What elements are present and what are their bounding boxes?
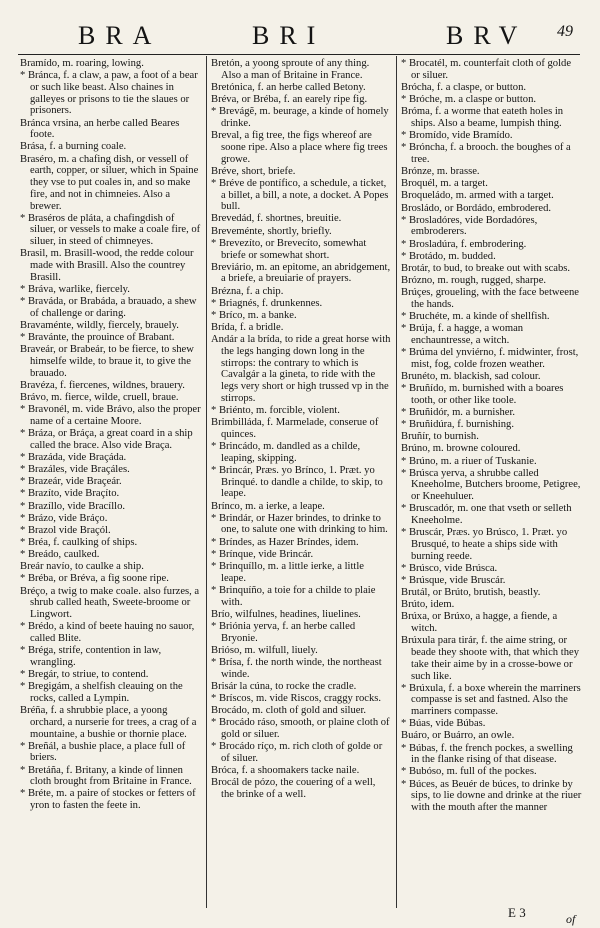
dictionary-entry: * Brúja, f. a hagge, a woman enchauntresse, a witch. xyxy=(401,323,524,346)
dictionary-entry: Bróca, f. a shoomakers tacke naile. xyxy=(211,764,360,776)
dictionary-entry: * Bréte, m. a paire of stockes or fetters of yron to fasten the feete in. xyxy=(20,788,196,812)
dictionary-entry: Breár navío, to caulke a ship. xyxy=(20,561,144,573)
dictionary-entry: Bravéza, f. fiercenes, wildnes, brauery. xyxy=(20,379,185,391)
dictionary-entry: * Búces, as Beuér de búces, to drinke by sips, to lie downe and drinke at the riuer with the mouth after the manner xyxy=(401,778,582,814)
dictionary-entry: Brosládo, or Bordádo, embrodered. xyxy=(401,202,552,214)
dictionary-entry: * Bravánte, the prouince of Brabant. xyxy=(20,332,175,344)
dictionary-entry: Braveár, or Brabeár, to be fierce, to shew himselfe wilde, to braue it, to give the brauado. xyxy=(20,344,194,379)
dictionary-entry: Bréço, a twig to make coale. also furzes, a shrub called heath, Sweete-broome or Lingwort. xyxy=(20,585,200,621)
dictionary-entry: Breveménte, shortly, briefly. xyxy=(211,225,332,237)
dictionary-entry: * Bránca, f. a claw, a paw, a foot of a bear or such like beast. Also chaines in galleyes or prisons to tie the slaues or prisoners. xyxy=(20,70,198,117)
dictionary-entry: * Brindár, or Hazer brindes, to drinke to one, to salute one with drinking to him. xyxy=(211,512,388,536)
dictionary-entry: Buáro, or Buárro, an owle. xyxy=(401,730,515,742)
dictionary-entry: * Brosladúra, f. embrodering. xyxy=(401,238,527,250)
dictionary-entry: * Bréa, f. caulking of ships. xyxy=(20,536,138,548)
dictionary-entry: * Bruchéte, m. a kinde of shellfish. xyxy=(401,311,550,322)
dictionary-entry: * Bruñído, m. burnished with a boares tooth, or other like toole. xyxy=(401,383,564,406)
header-rule xyxy=(18,54,580,55)
dictionary-entry: Brisár la cúna, to rocke the cradle. xyxy=(211,680,357,692)
dictionary-entry: Brída, f. a bridle. xyxy=(211,321,284,333)
dictionary-entry: Brása, f. a burning coale. xyxy=(20,141,127,153)
dictionary-entry: Bréve, short, briefe. xyxy=(211,165,296,177)
dictionary-entry: * Bréga, strife, contention in law, wrangling. xyxy=(20,645,162,668)
dictionary-entry: Bruñír, to burnish. xyxy=(401,431,479,443)
dictionary-entry: Brocál de pózo, the couering of a well, the brinke of a well. xyxy=(211,777,376,800)
dictionary-entry: * Brazeár, vide Braçeár. xyxy=(20,476,122,488)
dictionary-entry: * Bubóso, m. full of the pockes. xyxy=(401,766,537,778)
dictionary-entry: * Brázo, vide Bráço. xyxy=(20,512,108,524)
dictionary-entry: * Bráva, warlike, fiercely. xyxy=(20,283,130,295)
dictionary-entry: Brózno, m. rough, rugged, sharpe. xyxy=(401,274,547,286)
dictionary-entry: * Bruñidúra, f. burnishing. xyxy=(401,419,514,431)
dictionary-entry: * Bromído, vide Bramído. xyxy=(401,130,513,142)
dictionary-entry: * Brísa, f. the north winde, the northeast winde. xyxy=(211,656,382,680)
dictionary-entry: * Brúsque, vide Bruscár. xyxy=(401,574,506,586)
dictionary-entry: Brotár, to bud, to breake out with scabs. xyxy=(401,262,571,274)
dictionary-entry: Brúto, idem. xyxy=(401,599,455,611)
running-header xyxy=(0,0,600,60)
dictionary-entry: Brónze, m. brasse. xyxy=(401,166,480,178)
dictionary-entry: * Brazíto, vide Braçíto. xyxy=(20,488,120,500)
dictionary-entry: * Búbas, f. the french pockes, a swelling in the flanke rising of that disease. xyxy=(401,742,573,766)
dictionary-entry: * Bráza, or Bráça, a great coard in a ship called the brace. Also vide Braça. xyxy=(20,428,193,451)
dictionary-entry: * Braváda, or Brabáda, a brauado, a shew of challenge or daring. xyxy=(20,296,197,319)
dictionary-entry: Brevedád, f. shortnes, breuitie. xyxy=(211,213,342,225)
dictionary-entry: * Bróche, m. a claspe or button. xyxy=(401,94,537,106)
dictionary-entry: Breval, a fig tree, the figs whereof are soone ripe. Also a place where fig trees growe. xyxy=(211,130,388,165)
dictionary-entry: Broqueládo, m. armed with a target. xyxy=(401,190,554,202)
dictionary-entry: * Bruñidór, m. a burnisher. xyxy=(401,406,516,418)
dictionary-entry: Brutál, or Brúto, brutish, beastly. xyxy=(401,587,541,599)
dictionary-entry: * Bruscár, Præs. yo Brúsco, 1. Præt. yo Brusqué, to heate a ships side with burning reede. xyxy=(401,527,568,562)
dictionary-entry: * Bravonél, m. vide Brávo, also the proper name of a certaine Moore. xyxy=(20,404,201,427)
dictionary-entry: * Brosladóres, vide Bordadóres, embroderers. xyxy=(401,214,538,238)
column-2 xyxy=(211,58,391,908)
dictionary-entry: Breviário, m. an epitome, an abridgement, a briefe, a breuiarie of prayers. xyxy=(211,261,391,285)
dictionary-entry: * Bréve de pontífico, a schedule, a ticket, a billet, a bill, a note, a docket. A Popes bull. xyxy=(211,177,389,213)
dictionary-entry: * Brocatél, m. counterfait cloth of golde or siluer. xyxy=(401,58,572,81)
dictionary-entry: Brúxula para tirár, f. the aime string, or beade they shoote with, that which they take their aime by in a crosse-bowe or such like. xyxy=(401,635,579,682)
dictionary-entry: * Brédo, a kind of beete hauing no sauor, called Blite. xyxy=(20,621,195,644)
dictionary-entry: * Búas, vide Búbas. xyxy=(401,718,486,730)
dictionary-entry: * Brinquíño, a toie for a childe to plaie with. xyxy=(211,584,376,608)
catchword: of xyxy=(566,912,576,926)
header-left-guide-word: BRA xyxy=(78,21,162,50)
dictionary-entry: Brunéto, m. blackish, sad colour. xyxy=(401,370,541,382)
dictionary-entry: * Brúsca yerva, a shrubbe called Kneeholme, Butchers broome, Petigree, or Kneehuluer. xyxy=(401,467,581,503)
dictionary-entry: Bretón, a yoong sproute of any thing. Also a man of Britaine in France. xyxy=(211,58,370,81)
dictionary-entry: * Bríndes, as Hazer Bríndes, idem. xyxy=(211,536,359,548)
dictionary-entry: * Bruscadór, m. one that vseth or selleth Kneeholme. xyxy=(401,503,572,527)
dictionary-entry: * Brinquíllo, m. a little ierke, a little leape. xyxy=(211,560,364,584)
header-right-guide-word: BRV xyxy=(446,21,528,50)
page-number: 49 xyxy=(557,23,573,40)
dictionary-entry: * Bregár, to striue, to contend. xyxy=(20,668,149,680)
dictionary-entry: Brióso, m. wilfull, liuely. xyxy=(211,644,318,656)
dictionary-entry: * Brevágẽ, m. beurage, a kinde of homely drinke. xyxy=(211,106,389,129)
dictionary-entry: * Brincádo, m. dandled as a childe, leaping, skipping. xyxy=(211,441,361,464)
dictionary-entry: * Bregigám, a shelfish cleauing on the rocks, called a Lympin. xyxy=(20,681,183,704)
dictionary-entry: Bramído, m. roaring, lowing. xyxy=(20,58,144,69)
column-3 xyxy=(401,58,582,908)
column-divider-1 xyxy=(206,56,207,908)
dictionary-entry: * Bretáña, f. Britany, a kinde of linnen cloth brought from Britaine in France. xyxy=(20,764,192,788)
dictionary-entry: * Briónia yerva, f. an herbe called Bryonie. xyxy=(211,620,356,644)
dictionary-entry: * Brúxula, f. a boxe wherein the marriners compasse is set and fastned. Also the marriners compasse. xyxy=(401,682,581,718)
dictionary-entry: * Brocádo ráso, smooth, or plaine cloth of gold or siluer. xyxy=(211,717,390,740)
dictionary-entry: Brócha, f. a claspe, or button. xyxy=(401,81,527,93)
dictionary-entry: * Brísсos, m. vide Riscos, craggy rocks. xyxy=(211,692,382,704)
dictionary-entry: Broquél, m. a target. xyxy=(401,178,488,190)
column-1 xyxy=(20,58,201,908)
dictionary-entry: Brézna, f. a chip. xyxy=(211,285,284,297)
dictionary-entry: * Brotádo, m. budded. xyxy=(401,250,496,262)
dictionary-entry: Brocádo, m. cloth of gold and siluer. xyxy=(211,705,367,716)
dictionary-entry: * Brúma del ynviérno, f. midwinter, frost, mist, fog, colde frozen weather. xyxy=(401,347,579,370)
dictionary-entry: * Brúsco, vide Brúsca. xyxy=(401,562,498,574)
dictionary-entry: Brúno, m. browne coloured. xyxy=(401,443,521,455)
dictionary-entry: * Brazol vide Braçól. xyxy=(20,524,111,536)
dictionary-entry: Brúxa, or Brúxo, a hagge, a fiende, a witch. xyxy=(401,611,558,635)
dictionary-entry: Brío, wilfulnes, headines, liuelines. xyxy=(211,608,361,620)
dictionary-entry: Brimbilláda, f. Marmelade, conserue of quinces. xyxy=(211,417,379,440)
dictionary-entry: Brasil, m. Brasill-wood, the redde colour made with Brasill. Also the countrey Brasill. xyxy=(20,248,194,283)
dictionary-entry: Brúçes, groueling, with the face betweene the hands. xyxy=(401,287,579,310)
header-center-guide-word: BRI xyxy=(252,21,326,50)
dictionary-entry: * Breñál, a bushie place, a place full of briers. xyxy=(20,740,186,764)
dictionary-entry: Bréña, f. a shrubbie place, a yoong orchard, a nurserie for trees, a crag of a mountaine, a bushie or thornie place. xyxy=(20,705,197,740)
dictionary-entry: * Brínque, vide Brincár. xyxy=(211,548,314,560)
dictionary-entry: Bretónica, f. an herbe called Betony. xyxy=(211,81,366,93)
dictionary-entry: Bríncо, m. a ierke, a leape. xyxy=(211,500,325,512)
dictionary-entry: * Briagnés, f. drunkennes. xyxy=(211,297,323,309)
dictionary-entry: * Breádo, caulked. xyxy=(20,549,100,561)
dictionary-entry: * Briénto, m. forcible, violent. xyxy=(211,405,340,416)
dictionary-entry: Andár a la brída, to ride a great horse with the legs hanging down long in the stirrops: the contrary to which is Cavalgár a la gineta, to ride with the legs very short or high trussed vp in the stirrops. xyxy=(211,334,391,404)
dictionary-entry: * Brazáda, vide Braçáda. xyxy=(20,452,127,463)
dictionary-entry: Bránca vrsina, an herbe called Beares foote. xyxy=(20,117,180,141)
dictionary-entry: Braséro, m. a chafing dish, or vessell of earth, copper, or siluer, which in Spaine they vse to put coales in, and so make fire, and not in chimneies. Also a brewer. xyxy=(20,153,199,212)
signature-mark: E 3 xyxy=(508,905,526,920)
dictionary-entry: * Brónсha, f. a brooch. the boughes of a tree. xyxy=(401,142,571,165)
dictionary-entry: Bréva, or Bréba, f. an earely ripe fig. xyxy=(211,94,368,106)
dictionary-entry: Brávo, m. fierce, wilde, cruell, braue. xyxy=(20,392,179,404)
dictionary-entry: * Brocádo ríço, m. rich cloth of golde or of siluer. xyxy=(211,741,383,764)
dictionary-entry: * Brúno, m. a riuer of Tuskanie. xyxy=(401,455,537,467)
dictionary-entry: * Brazáles, vide Braçáles. xyxy=(20,464,130,476)
dictionary-entry: Bravaménte, wildly, fiercely, brauely. xyxy=(20,320,179,332)
dictionary-entry: Bróma, f. a worme that eateth holes in ships. Also a beame, lumpish thing. xyxy=(401,106,564,129)
dictionary-entry: * Bréba, or Bréva, a fig soone ripe. xyxy=(20,573,169,585)
dictionary-entry: * Brazíllo, vide Bracíllo. xyxy=(20,500,126,512)
dictionary-entry: * Braséros de pláta, a chafingdish of siluer, or vessels to make a coale fire, of siluer, in steed of chimneyes. xyxy=(20,212,201,248)
dictionary-entry: * Brevezíto, or Brevecíto, somewhat briefe or somewhat short. xyxy=(211,237,367,261)
dictionary-entry: * Brincár, Præs. yo Bríncо, 1. Præt. yo Brinqué. to dandle a childe, to skip, to leape. xyxy=(211,464,383,500)
dictionary-entry: * Bríco, m. a banke. xyxy=(211,309,297,321)
column-divider-2 xyxy=(396,56,397,908)
